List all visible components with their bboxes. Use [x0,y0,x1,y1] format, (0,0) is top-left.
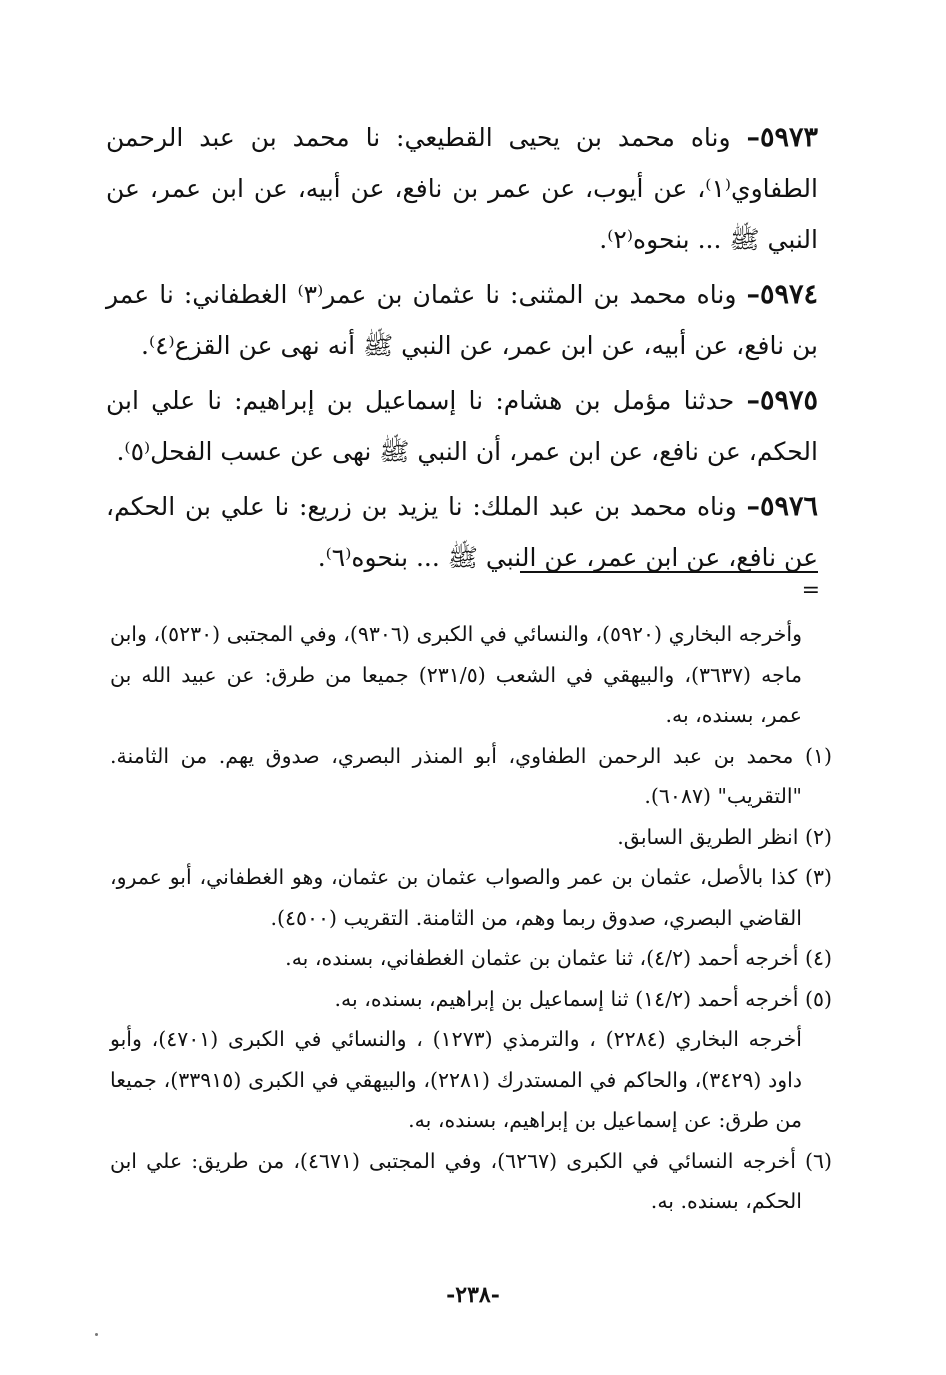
footnote-3: (٣) كذا بالأصل، عثمان بن عمر والصواب عثمان بن عثمان، وهو الغطفاني، أبو عمرو، القاضي البصري، صدوق ربما وهم، من الثامنة. التقريب (٤٥٠٠). [110,865,832,930]
hadith-number: ٥٩٧٥– [746,385,818,416]
hadith-entry-5973 [106,112,818,265]
hadith-text: وناه محمد بن يحيى القطيعي: نا محمد بن عبد الرحمن الطفاوي⁽١⁾، عن أيوب، عن عمر بن نافع، عن أبيه، عن ابن عمر، عن النبي ﷺ ... بنحوه⁽٢⁾. [106,123,818,254]
hadith-text: حدثنا مؤمل بن هشام: نا إسماعيل بن إبراهيم: نا علي ابن الحكم، عن نافع، عن ابن عمر، أن النبي ﷺ نهى عن عسب الفحل⁽٥⁾. [106,386,818,466]
footnote-6: (٦) أخرجه النسائي في الكبرى (٦٢٦٧)، وفي المجتبى (٤٦٧١)، من طريق: علي ابن الحكم، بسنده. به. [110,1148,832,1213]
footnote-5-continuation: أخرجه البخاري (٢٢٨٤) ، والترمذي (١٢٧٣) ، والنسائي في الكبرى (٤٧٠١)، وأبو داود (٣٤٢٩)، والحاكم في المستدرك (٢٢٨١)، والبيهقي في الكبرى (٣٣٩١٥)، جميعا من طرق: عن إسماعيل بن إبراهيم، بسنده، به. [110,1027,802,1132]
hadith-number: ٥٩٧٦– [746,491,818,522]
footnote-4: (٤) أخرجه أحمد (٤/٢)، ثنا عثمان بن عثمان الغطفاني، بسنده، به. [285,946,832,970]
footnote-separator [520,571,818,573]
hadith-entries [106,112,818,587]
footnote-carry-over: وأخرجه البخاري (٥٩٢٠)، والنسائي في الكبرى (٩٣٠٦)، وفي المجتبى (٥٢٣٠)، وابن ماجه (٣٦٣٧)، والبيهقي في الشعب (٢٣١/٥) جميعا من طرق: عن عبيد الله بن عمر، بسنده، به. [110,622,803,727]
footnote-5: (٥) أخرجه أحمد (١٤/٢) ثنا إسماعيل بن إبراهيم، بسنده، به. [334,986,832,1011]
footnote-1: (١) محمد بن عبد الرحمن الطفاوي، أبو المنذر البصري، صدوق يهم. من الثامنة. "التقريب" (٦٠٨٧). [110,743,832,808]
hadith-text: وناه محمد بن المثنى: نا عثمان بن عمر⁽٣⁾ الغطفاني: نا عمر بن نافع، عن أبيه، عن ابن عمر، عن النبي ﷺ أنه نهى عن القزع⁽٤⁾. [106,280,818,360]
hadith-number: ٥٩٧٤– [746,279,818,310]
hadith-entry-5975 [106,375,818,477]
hadith-text: وناه محمد بن عبد الملك: نا يزيد بن زريع: نا علي بن الحكم، عن نافع، عن ابن عمر، عن النبي ﷺ ... بنحوه⁽٦⁾. [106,492,818,572]
continuation-mark: = [801,578,820,603]
hadith-number: ٥٩٧٣– [746,122,818,153]
footnotes [110,614,832,1222]
scan-speck [95,1333,98,1336]
hadith-entry-5974 [106,269,818,371]
footnote-2: (٢) انظر الطريق السابق. [617,824,832,849]
page-number: -٢٣٨- [446,1282,500,1308]
hadith-entry-5976 [106,481,818,583]
